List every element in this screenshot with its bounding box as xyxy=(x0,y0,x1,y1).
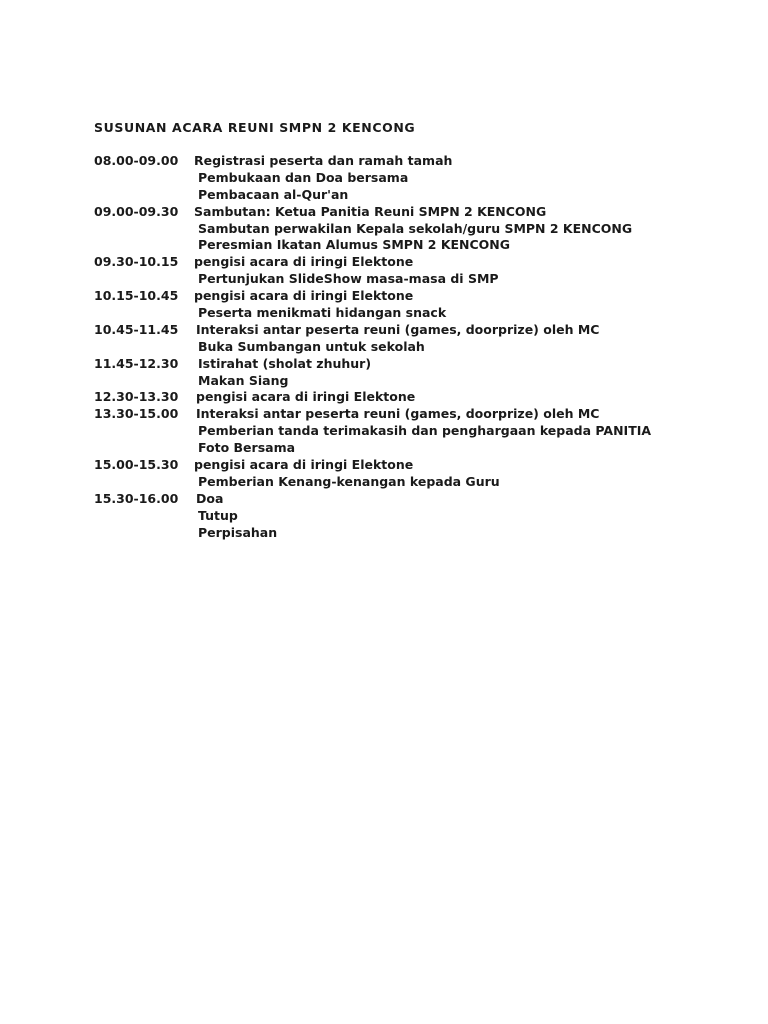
schedule-time: 13.30-15.00 xyxy=(94,406,179,422)
schedule-time xyxy=(94,187,194,204)
schedule-row xyxy=(94,153,651,170)
schedule-row xyxy=(94,339,651,356)
schedule-row xyxy=(94,423,651,440)
schedule-row xyxy=(94,389,651,406)
schedule-time xyxy=(94,373,194,390)
schedule-row xyxy=(94,356,651,373)
schedule-row xyxy=(94,187,651,204)
schedule-time: 09.30-10.15 xyxy=(94,254,179,270)
schedule-activity: Buka Sumbangan untuk sekolah xyxy=(198,338,425,354)
schedule-activity: pengisi acara di iringi Elektone xyxy=(194,457,414,473)
schedule-time: 10.15-10.45 xyxy=(94,288,179,304)
schedule-row xyxy=(94,221,651,238)
schedule-list xyxy=(94,153,651,541)
schedule-time xyxy=(94,423,194,440)
schedule-time: 10.45-11.45 xyxy=(94,321,179,337)
schedule-activity: Pemberian Kenang-kenangan kepada Guru xyxy=(198,473,500,489)
schedule-activity: Foto Bersama xyxy=(198,440,296,456)
schedule-row xyxy=(94,170,651,187)
schedule-row xyxy=(94,474,651,491)
schedule-activity: Interaksi antar peserta reuni (games, doorprize) oleh MC xyxy=(196,321,600,337)
schedule-row xyxy=(94,457,651,474)
schedule-activity: Doa xyxy=(196,490,224,506)
schedule-row xyxy=(94,406,651,423)
schedule-time xyxy=(94,305,194,322)
schedule-row xyxy=(94,440,651,457)
schedule-time: 09.00-09.30 xyxy=(94,203,179,219)
schedule-activity: pengisi acara di iringi Elektone xyxy=(194,288,414,304)
schedule-row xyxy=(94,491,651,508)
schedule-activity: Registrasi peserta dan ramah tamah xyxy=(194,153,453,168)
schedule-activity: Makan Siang xyxy=(198,372,289,388)
schedule-activity: Peresmian Ikatan Alumus SMPN 2 KENCONG xyxy=(198,237,511,253)
schedule-row xyxy=(94,525,651,542)
schedule-time: 15.00-15.30 xyxy=(94,457,179,473)
schedule-time xyxy=(94,170,194,187)
schedule-time xyxy=(94,440,194,457)
schedule-activity: Perpisahan xyxy=(198,524,278,540)
document-title: SUSUNAN ACARA REUNI SMPN 2 KENCONG xyxy=(94,120,416,135)
schedule-row xyxy=(94,204,651,221)
schedule-activity: Pertunjukan SlideShow masa-masa di SMP xyxy=(198,271,499,287)
schedule-activity: Sambutan: Ketua Panitia Reuni SMPN 2 KENCONG xyxy=(194,203,547,219)
schedule-row xyxy=(94,271,651,288)
schedule-activity: Sambutan perwakilan Kepala sekolah/guru SMPN 2 KENCONG xyxy=(198,220,633,236)
schedule-activity: Pembacaan al-Qur'an xyxy=(198,186,349,202)
schedule-time xyxy=(94,525,194,542)
schedule-row xyxy=(94,373,651,390)
schedule-row xyxy=(94,508,651,525)
schedule-time xyxy=(94,339,194,356)
schedule-row xyxy=(94,254,651,271)
schedule-time xyxy=(94,474,194,491)
schedule-time xyxy=(94,271,194,288)
schedule-row xyxy=(94,237,651,254)
schedule-row xyxy=(94,322,651,339)
schedule-activity: pengisi acara di iringi Elektone xyxy=(196,389,416,405)
schedule-time: 08.00-09.00 xyxy=(94,153,179,168)
schedule-activity: Pembukaan dan Doa bersama xyxy=(198,169,409,185)
schedule-row xyxy=(94,305,651,322)
schedule-row xyxy=(94,288,651,305)
schedule-time xyxy=(94,508,194,525)
schedule-activity: Istirahat (sholat zhuhur) xyxy=(198,355,372,371)
schedule-time xyxy=(94,221,194,238)
schedule-time: 15.30-16.00 xyxy=(94,490,179,506)
schedule-activity: Interaksi antar peserta reuni (games, doorprize) oleh MC xyxy=(196,406,600,422)
schedule-activity: Pemberian tanda terimakasih dan penghargaan kepada PANITIA xyxy=(198,423,652,439)
schedule-time: 12.30-13.30 xyxy=(94,389,179,405)
schedule-activity: Tutup xyxy=(198,507,238,523)
schedule-time: 11.45-12.30 xyxy=(94,355,179,371)
schedule-activity: pengisi acara di iringi Elektone xyxy=(194,254,414,270)
schedule-activity: Peserta menikmati hidangan snack xyxy=(198,305,447,321)
schedule-time xyxy=(94,237,194,254)
